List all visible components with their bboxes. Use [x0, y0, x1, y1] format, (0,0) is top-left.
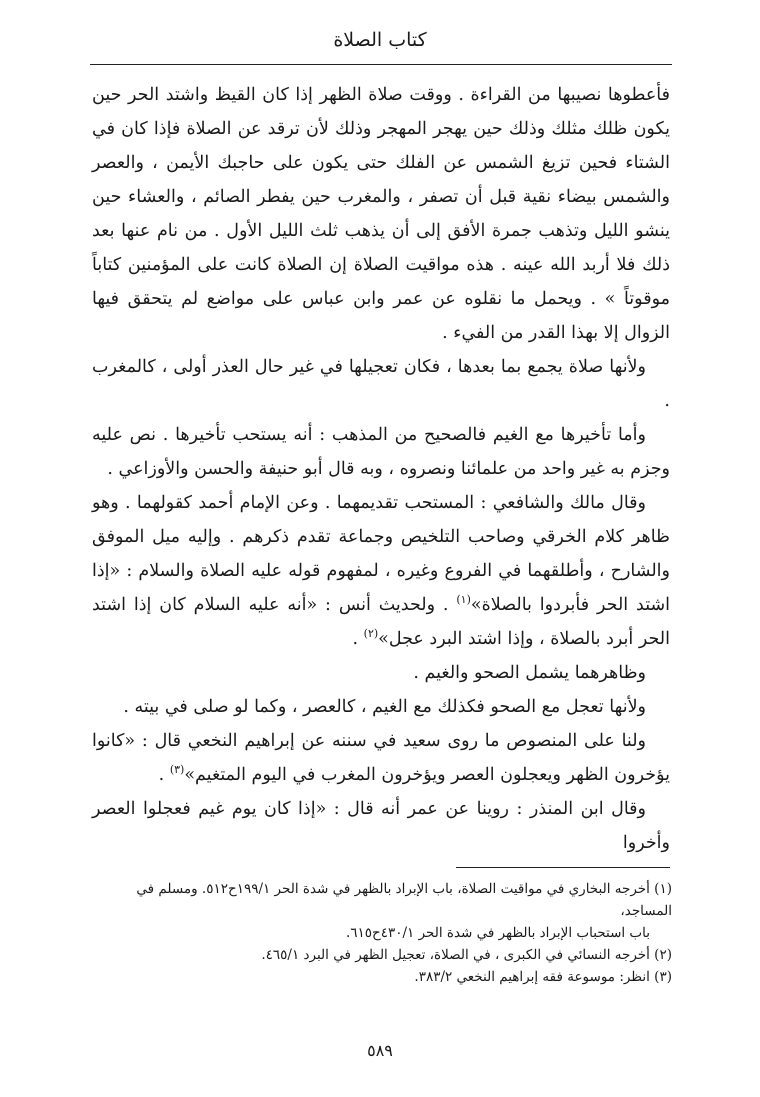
footnotes: [92, 878, 672, 988]
paragraph-4: [92, 486, 670, 656]
paragraph-6: ولأنها تعجل مع الصحو فكذلك مع الغيم ، كالعصر ، وكما لو صلى في بيته .: [123, 697, 646, 717]
body-text: [92, 78, 670, 860]
running-header: كتاب الصلاة: [333, 29, 427, 51]
footnote-rule: [456, 867, 670, 868]
header-rule: [90, 64, 672, 65]
footnote-ref-2: (٢): [363, 627, 379, 641]
paragraph-5: وظاهرهما يشمل الصحو والغيم .: [413, 663, 646, 683]
footnote-1-line-1: (١) أخرجه البخاري في مواقيت الصلاة، باب الإبراد بالظهر في شدة الحر ١٩٩/١ح٥١٢. ومسلم في المساجد،: [136, 881, 672, 919]
paragraph-4-text-b: . ولحديث أنس : «أنه عليه السلام كان إذا اشتد الحر أبرد بالصلاة ، وإذا اشتد البرد عجل»: [92, 595, 670, 649]
page-number: ٥٨٩: [367, 1041, 393, 1060]
footnote-3: (٣) انظر: موسوعة فقه إبراهيم النخعي ٣٨٣/٢.: [414, 969, 672, 985]
paragraph-1: فأعطوها نصيبها من القراءة . ووقت صلاة الظهر إذا كان القيظ واشتد الحر حين يكون ظلك مثلك وذلك حين يهجر المهجر وذلك لأن ترقد عن الصلاة فإذا كان في الشتاء فحين تزيغ الشمس عن الفلك حتى يكون على حاجبك الأيمن ، والعصر والشمس بيضاء نقية قبل أن تصفر ، والمغرب حين يفطر الصائم ، والعشاء حين ينشو الليل وتذهب جمرة الأفق إلى أن يذهب ثلث الليل الأول . من نام عنها بعد ذلك فلا أربد الله عينه . هذه مواقيت الصلاة إن الصلاة كانت على المؤمنين كتاباً موقوتاً » . ويحمل ما نقلوه عن عمر وابن عباس على مواضع لم يتحقق فيها الزوال إلا بهذا القدر من الفيء .: [92, 85, 670, 343]
paragraph-3: وأما تأخيرها مع الغيم فالصحيح من المذهب : أنه يستحب تأخيرها . نص عليه وجزم به غير واحد من علمائنا ونصروه ، وبه قال أبو حنيفة والحسن والأوزاعي .: [92, 425, 670, 479]
footnote-ref-3: (٣): [169, 763, 185, 777]
paragraph-7-text-a: ولنا على المنصوص ما روى سعيد في سننه عن إبراهيم النخعي قال : «كانوا يؤخرون الظهر ويعجلون العصر ويؤخرون المغرب في اليوم المتغيم»: [92, 731, 670, 785]
footnote-2: (٢) أخرجه النسائي في الكبرى ، في الصلاة، تعجيل الظهر في البرد ٤٦٥/١.: [261, 947, 672, 963]
footnote-1-line-2: باب استحباب الإبراد بالظهر في شدة الحر ٤٣٠/١ح٦١٥.: [345, 925, 650, 941]
paragraph-4-text-c: .: [352, 629, 364, 649]
paragraph-7: [92, 724, 670, 792]
paragraph-2: ولأنها صلاة يجمع بما بعدها ، فكان تعجيلها في غير حال العذر أولى ، كالمغرب .: [92, 357, 670, 411]
footnote-ref-1: (١): [456, 593, 471, 607]
paragraph-7-text-b: .: [158, 765, 170, 785]
paragraph-4-text-a: وقال مالك والشافعي : المستحب تقديمهما . وعن الإمام أحمد كقولهما . وهو ظاهر كلام الخرقي وصاحب التلخيص وجماعة تقدم ذكرهم . وإليه ميل الموفق والشارح ، وأطلقهما في الفروع وغيره ، لمفهوم قوله عليه الصلاة والسلام : «إذا اشتد الحر فأبردوا بالصلاة»: [92, 493, 671, 615]
paragraph-8: وقال ابن المنذر : روينا عن عمر أنه قال : «إذا كان يوم غيم فعجلوا العصر وأخروا: [92, 799, 670, 853]
footnote-1: [92, 878, 672, 944]
